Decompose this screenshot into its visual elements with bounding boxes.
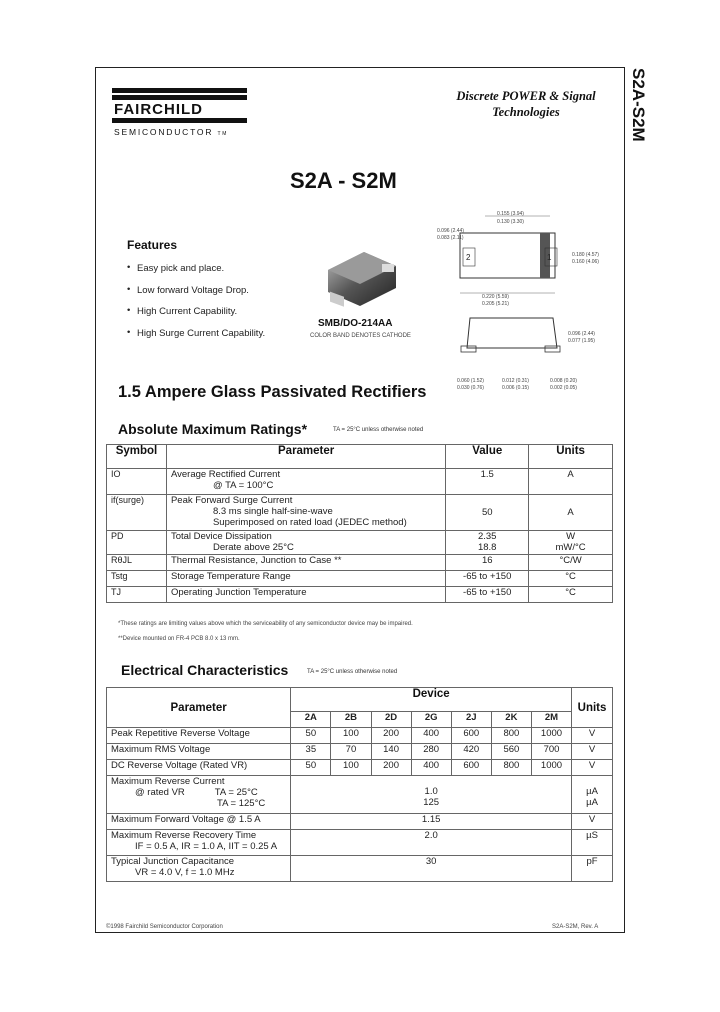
- footer-revision: S2A-S2M, Rev. A: [552, 924, 599, 930]
- dim-label: 0.220 (5.59): [482, 294, 509, 300]
- col-header: Units: [529, 445, 613, 469]
- parameter-cell: Maximum RMS Voltage: [107, 744, 291, 760]
- logo-subtitle: SEMICONDUCTOR TM: [114, 127, 229, 137]
- parameter-cell: Operating Junction Temperature: [166, 587, 445, 603]
- col-header: Symbol: [107, 445, 167, 469]
- col-header: Parameter: [166, 445, 445, 469]
- dim-label: 0.096 (2.44): [568, 331, 595, 337]
- value-cell: 400: [411, 760, 451, 776]
- dim-label: 0.083 (2.11): [437, 235, 464, 241]
- dim-label: 0.012 (0.31): [502, 378, 529, 384]
- value-cell: 2.35 18.8: [446, 531, 529, 555]
- table-row: [107, 469, 613, 495]
- tagline-line1: Discrete POWER & Signal: [456, 89, 596, 103]
- unit-cell: W mW/°C: [529, 531, 613, 555]
- dim-label: 0.160 (4.06): [572, 259, 599, 265]
- value-cell: 50: [291, 728, 331, 744]
- value-cell: -65 to +150: [446, 587, 529, 603]
- unit-cell: V: [572, 728, 613, 744]
- value-cell: 1.0 125: [291, 776, 572, 814]
- table-row: [107, 495, 613, 531]
- symbol-cell: PD: [107, 531, 167, 555]
- device-header: 2J: [451, 712, 491, 728]
- dim-label: 0.006 (0.15): [502, 385, 529, 391]
- symbol-cell: TJ: [107, 587, 167, 603]
- unit-cell: °C/W: [529, 555, 613, 571]
- feature-item: • High Surge Current Capability.: [127, 328, 265, 350]
- page-title: S2A - S2M: [290, 168, 397, 193]
- table-row: [107, 531, 613, 555]
- package-outline-drawing: [435, 210, 620, 400]
- package-label: SMB/DO-214AA: [318, 318, 393, 329]
- device-header: 2G: [411, 712, 451, 728]
- device-header: 2B: [331, 712, 371, 728]
- dim-label: 0.008 (0.20): [550, 378, 577, 384]
- parameter-cell: Total Device Dissipation Derate above 25°C: [166, 531, 445, 555]
- value-cell: 30: [291, 856, 572, 882]
- value-cell: 280: [411, 744, 451, 760]
- ec-note: TA = 25°C unless otherwise noted: [307, 669, 398, 675]
- parameter-cell: Thermal Resistance, Junction to Case **: [166, 555, 445, 571]
- value-cell: 140: [371, 744, 411, 760]
- unit-cell: A: [529, 469, 613, 495]
- symbol-cell: Tstg: [107, 571, 167, 587]
- table-row: [107, 814, 613, 830]
- logo-bar-second: [112, 95, 247, 100]
- value-cell: 70: [331, 744, 371, 760]
- col-header: Value: [446, 445, 529, 469]
- footnotes: [118, 617, 413, 647]
- table-row: [107, 744, 613, 760]
- table-row: [107, 856, 613, 882]
- amr-note: TA = 25°C unless otherwise noted: [333, 427, 424, 433]
- unit-cell: A: [529, 495, 613, 531]
- dim-label: 0.155 (3.94): [497, 211, 524, 217]
- parameter-cell: Typical Junction Capacitance VR = 4.0 V, f = 1.0 MHz: [107, 856, 291, 882]
- parameter-cell: Peak Forward Surge Current 8.3 ms single half-sine-wave Superimposed on rated load (JEDEC method): [166, 495, 445, 531]
- value-cell: 35: [291, 744, 331, 760]
- footnote: **Device mounted on FR-4 PCB 8.0 x 13 mm.: [118, 636, 240, 642]
- value-cell: 700: [531, 744, 571, 760]
- value-cell: 1000: [531, 760, 571, 776]
- unit-cell: V: [572, 760, 613, 776]
- value-cell: 1.5: [446, 469, 529, 495]
- pin-label: 2: [466, 253, 471, 262]
- footnote: *These ratings are limiting values above which the serviceability of any semiconductor device may be impaired.: [118, 621, 413, 627]
- dim-label: 0.002 (0.05): [550, 385, 577, 391]
- value-cell: -65 to +150: [446, 571, 529, 587]
- table-row: [107, 571, 613, 587]
- table-row: [107, 830, 613, 856]
- feature-item: • Easy pick and place.: [127, 263, 265, 285]
- ec-title: Electrical Characteristics: [121, 662, 289, 678]
- unit-cell: °C: [529, 587, 613, 603]
- dim-label: 0.077 (1.95): [568, 338, 595, 344]
- value-cell: 200: [371, 760, 411, 776]
- value-cell: 600: [451, 760, 491, 776]
- unit-cell: °C: [529, 571, 613, 587]
- table-row: [107, 728, 613, 744]
- parameter-cell: Peak Repetitive Reverse Voltage: [107, 728, 291, 744]
- value-cell: 50: [446, 495, 529, 531]
- value-cell: 560: [491, 744, 531, 760]
- col-header: Units: [572, 688, 613, 728]
- unit-cell: µS: [572, 830, 613, 856]
- side-part-number: S2A-S2M: [629, 68, 648, 142]
- package-image: [320, 244, 400, 310]
- symbol-cell: if(surge): [107, 495, 167, 531]
- dim-label: 0.180 (4.57): [572, 252, 599, 258]
- feature-item: • Low forward Voltage Drop.: [127, 285, 265, 307]
- parameter-cell: Maximum Reverse Current @ rated VR TA = 25°C TA = 125°C: [107, 776, 291, 814]
- value-cell: 200: [371, 728, 411, 744]
- table-row: [107, 587, 613, 603]
- value-cell: 50: [291, 760, 331, 776]
- logo-bar-top: [112, 88, 247, 93]
- dim-label: 0.060 (1.52): [457, 378, 484, 384]
- value-cell: 100: [331, 728, 371, 744]
- device-header: 2M: [531, 712, 571, 728]
- logo-bar-bottom: [112, 118, 247, 123]
- table-header-row: [107, 688, 613, 712]
- value-cell: 600: [451, 728, 491, 744]
- amr-title: Absolute Maximum Ratings*: [118, 421, 308, 437]
- section-title: 1.5 Ampere Glass Passivated Rectifiers: [118, 383, 427, 401]
- value-cell: 2.0: [291, 830, 572, 856]
- dim-label: 0.205 (5.21): [482, 301, 509, 307]
- fairchild-logo: [112, 88, 247, 137]
- value-cell: 400: [411, 728, 451, 744]
- tagline: [436, 88, 616, 120]
- value-cell: 1.15: [291, 814, 572, 830]
- unit-cell: pF: [572, 856, 613, 882]
- unit-cell: µA µA: [572, 776, 613, 814]
- feature-item: • High Current Capability.: [127, 306, 265, 328]
- parameter-cell: Storage Temperature Range: [166, 571, 445, 587]
- absolute-max-ratings-table: [106, 444, 613, 603]
- pin-label: 1: [547, 253, 552, 262]
- footer-copyright: ©1998 Fairchild Semiconductor Corporation: [106, 924, 223, 930]
- dim-label: 0.130 (3.30): [497, 219, 524, 225]
- device-header: 2K: [491, 712, 531, 728]
- device-header: 2D: [371, 712, 411, 728]
- features-section: [127, 238, 265, 349]
- parameter-cell: Maximum Forward Voltage @ 1.5 A: [107, 814, 291, 830]
- table-row: [107, 555, 613, 571]
- tagline-line2: Technologies: [492, 105, 560, 119]
- logo-wordmark: FAIRCHILD: [114, 101, 203, 118]
- table-header-row: [107, 445, 613, 469]
- value-cell: 1000: [531, 728, 571, 744]
- device-header: 2A: [291, 712, 331, 728]
- value-cell: 800: [491, 760, 531, 776]
- parameter-cell: Maximum Reverse Recovery Time IF = 0.5 A, IR = 1.0 A, IIT = 0.25 A: [107, 830, 291, 856]
- parameter-cell: Average Rectified Current @ TA = 100°C: [166, 469, 445, 495]
- col-header: Device: [291, 688, 572, 712]
- table-row: [107, 760, 613, 776]
- symbol-cell: RθJL: [107, 555, 167, 571]
- value-cell: 16: [446, 555, 529, 571]
- unit-cell: V: [572, 744, 613, 760]
- value-cell: 420: [451, 744, 491, 760]
- value-cell: 100: [331, 760, 371, 776]
- symbol-cell: IO: [107, 469, 167, 495]
- package-note: COLOR BAND DENOTES CATHODE: [310, 333, 411, 339]
- electrical-characteristics-table: [106, 687, 613, 882]
- col-header: Parameter: [107, 688, 291, 728]
- features-heading: Features: [127, 238, 178, 252]
- value-cell: 800: [491, 728, 531, 744]
- dim-label: 0.030 (0.76): [457, 385, 484, 391]
- unit-cell: V: [572, 814, 613, 830]
- table-row: [107, 776, 613, 814]
- parameter-cell: DC Reverse Voltage (Rated VR): [107, 760, 291, 776]
- dim-label: 0.096 (2.44): [437, 228, 464, 234]
